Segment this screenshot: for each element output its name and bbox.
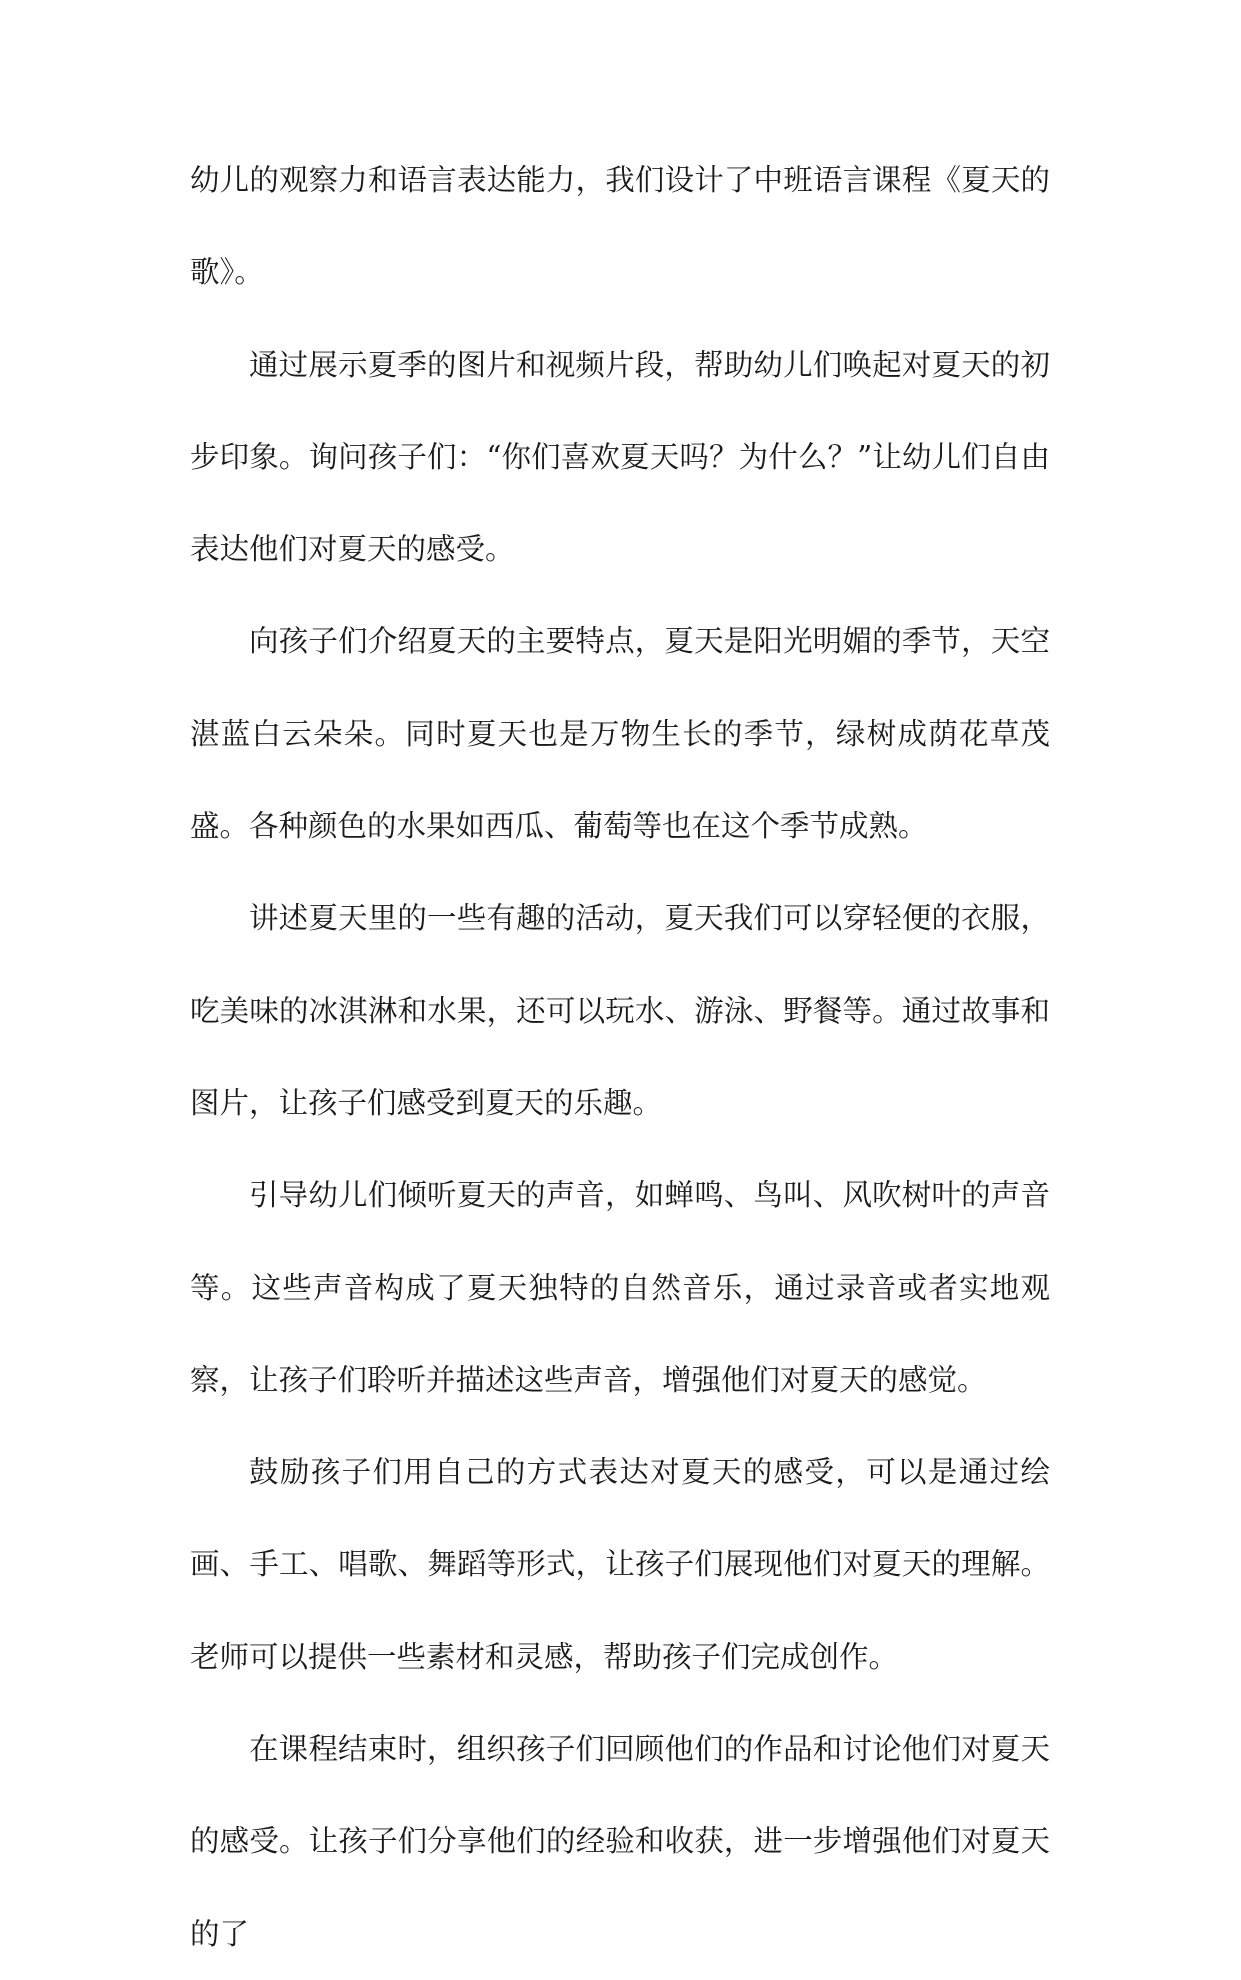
- paragraph: 引导幼儿们倾听夏天的声音，如蝉鸣、鸟叫、风吹树叶的声音等。这些声音构成了夏天独特的自然音乐，通过录音或者实地观察，让孩子们聆听并描述这些声音，增强他们对夏天的感觉。: [190, 1178, 1050, 1397]
- paragraph: 通过展示夏季的图片和视频片段，帮助幼儿们唤起对夏天的初步印象。询问孩子们：“你们喜欢夏天吗？为什么？”让幼儿们自由表达他们对夏天的感受。: [190, 347, 1050, 567]
- paragraph: 讲述夏天里的一些有趣的活动，夏天我们可以穿轻便的衣服，吃美味的冰淇淋和水果，还可以玩水、游泳、野餐等。通过故事和图片，让孩子们感受到夏天的乐趣。: [190, 901, 1050, 1120]
- paragraph: 向孩子们介绍夏天的主要特点，夏天是阳光明媚的季节，天空湛蓝白云朵朵。同时夏天也是万物生长的季节，绿树成荫花草茂盛。各种颜色的水果如西瓜、葡萄等也在这个季节成熟。: [190, 624, 1050, 844]
- paragraph: 鼓励孩子们用自己的方式表达对夏天的感受，可以是通过绘画、手工、唱歌、舞蹈等形式，让孩子们展现他们对夏天的理解。老师可以提供一些素材和灵感，帮助孩子们完成创作。: [190, 1455, 1050, 1674]
- paragraph-continued: 幼儿的观察力和语言表达能力，我们设计了中班语言课程《夏天的歌》。: [190, 163, 1050, 290]
- document-body: [190, 134, 1050, 1980]
- paragraph-truncated: 在课程结束时，组织孩子们回顾他们的作品和讨论他们对夏天的感受。让孩子们分享他们的经验和收获，进一步增强他们对夏天的了: [190, 1732, 1050, 1951]
